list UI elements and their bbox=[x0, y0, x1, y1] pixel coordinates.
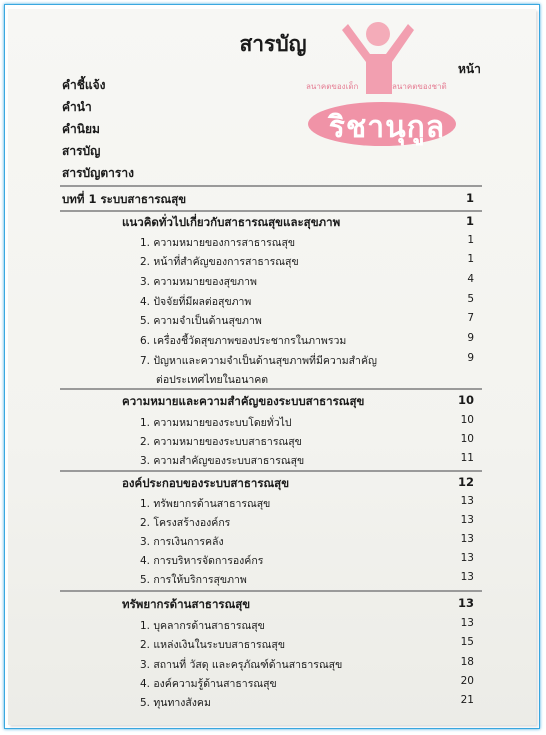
front-matter-list bbox=[62, 76, 134, 186]
divider bbox=[60, 185, 482, 187]
toc-section: ทรัพยากรด้านสาธารณสุข 13 bbox=[122, 596, 474, 611]
toc-section: องค์ประกอบของระบบสาธารณสุข 12 bbox=[122, 475, 474, 490]
toc-item: 2. แหล่งเงินในระบบสาธารณสุข 15 bbox=[140, 636, 474, 651]
toc-item: 1. บุคลากรด้านสาธารณสุข 13 bbox=[140, 617, 474, 632]
toc-item-continuation: ต่อประเทศไทยในอนาคต bbox=[156, 374, 269, 386]
toc-item: 4. การบริหารจัดการองค์กร 13 bbox=[140, 552, 474, 567]
watermark-arc-right: ลนาคตของชาติ bbox=[392, 82, 447, 91]
toc-item: 3. สถานที่ วัสดุ และครุภัณฑ์ด้านสาธารณสุข 18 bbox=[140, 656, 474, 671]
toc-item: 2. โครงสร้างองค์กร 13 bbox=[140, 514, 474, 529]
front-matter-item: สารบัญ bbox=[62, 144, 101, 158]
watermark-arc-left: ลนาคตของเด็ก bbox=[306, 82, 359, 91]
toc-item: 5. การให้บริการสุขภาพ 13 bbox=[140, 571, 474, 586]
page-title: สารบัญ bbox=[239, 32, 307, 56]
toc-item: 5. ความจำเป็นด้านสุขภาพ 7 bbox=[140, 312, 474, 327]
toc-section: แนวคิดทั่วไปเกี่ยวกับสาธารณสุขและสุขภาพ 1 bbox=[122, 214, 474, 229]
toc-item: 2. หน้าที่สำคัญของการสาธารณสุข 1 bbox=[140, 253, 474, 268]
front-matter-item: คำนำ bbox=[62, 100, 92, 114]
toc-chapter: บทที่ 1 ระบบสาธารณสุข 1 bbox=[62, 191, 474, 206]
toc-item: 5. ทุนทางสังคม 21 bbox=[140, 694, 474, 709]
toc-item: 1. ความหมายของระบบโดยทั่วไป 10 bbox=[140, 414, 474, 429]
front-matter-item: คำนิยม bbox=[62, 122, 100, 136]
toc-item: 3. ความสำคัญของระบบสาธารณสุข 11 bbox=[140, 452, 474, 467]
watermark-brand: ริชานุกูล bbox=[328, 110, 446, 145]
toc-item: 4. องค์ความรู้ด้านสาธารณสุข 20 bbox=[140, 675, 474, 690]
toc-item: 6. เครื่องชี้วัดสุขภาพของประชากรในภาพรวม 9 bbox=[140, 332, 474, 347]
toc-item: 1. ทรัพยากรด้านสาธารณสุข 13 bbox=[140, 495, 474, 510]
toc-item: 3. การเงินการคลัง 13 bbox=[140, 533, 474, 548]
front-matter-item: สารบัญตาราง bbox=[62, 166, 134, 180]
toc-item: 7. ปัญหาและความจำเป็นด้านสุขภาพที่มีความสำคัญ 9 bbox=[140, 352, 474, 367]
page-column-label: หน้า bbox=[458, 62, 481, 76]
toc-item: 4. ปัจจัยที่มีผลต่อสุขภาพ 5 bbox=[140, 293, 474, 308]
toc-item: 3. ความหมายของสุขภาพ 4 bbox=[140, 273, 474, 288]
toc-item: 1. ความหมายของการสาธารณสุข 1 bbox=[140, 234, 474, 249]
toc-item: 2. ความหมายของระบบสาธารณสุข 10 bbox=[140, 433, 474, 448]
front-matter-item: คำชี้แจ้ง bbox=[62, 78, 106, 92]
toc-section: ความหมายและความสำคัญของระบบสาธารณสุข 10 bbox=[122, 393, 474, 408]
